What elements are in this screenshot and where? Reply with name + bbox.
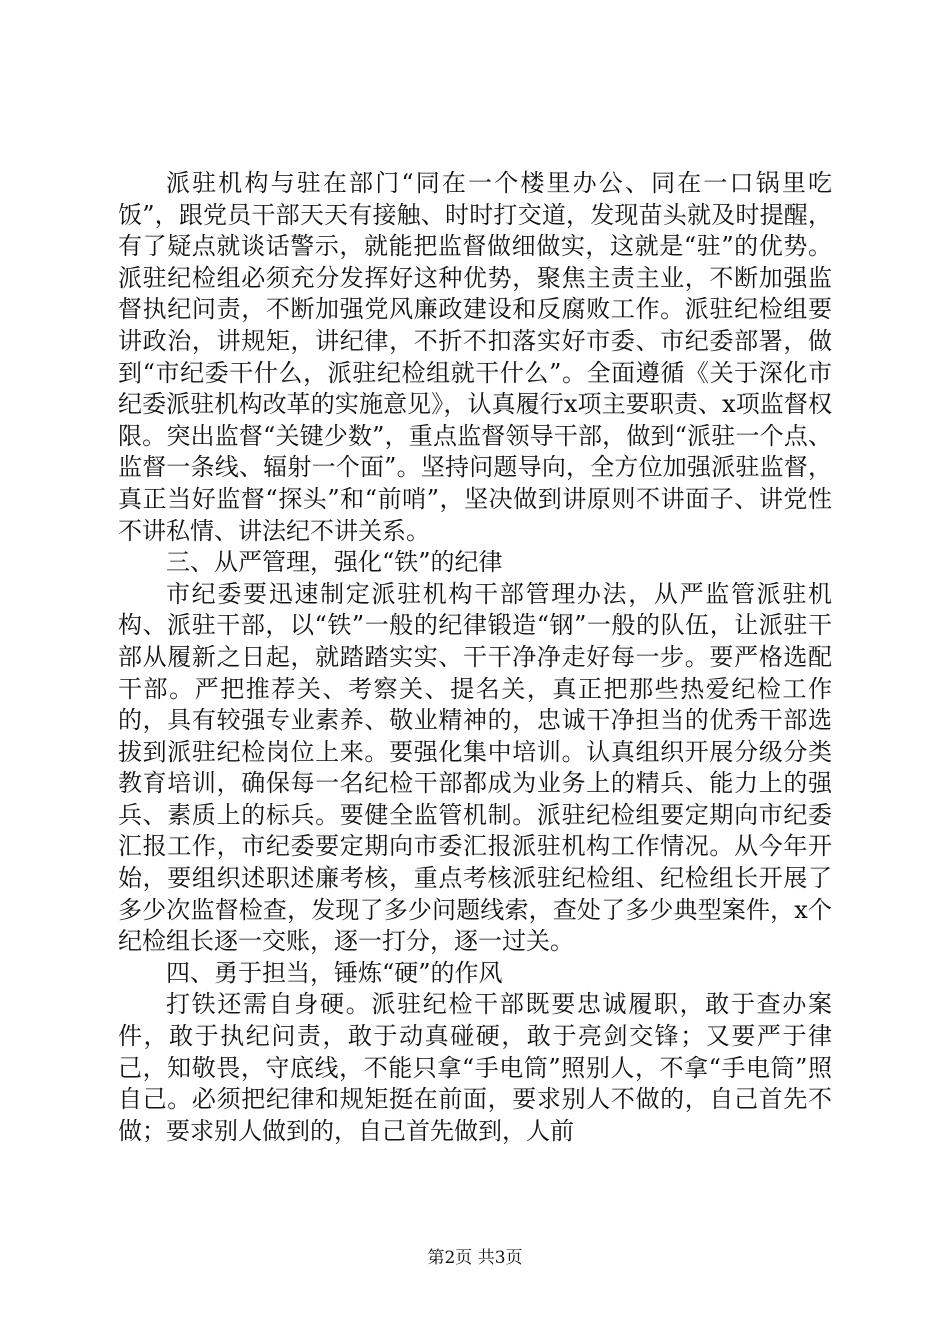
body-paragraph: 打铁还需自身硬。派驻纪检干部既要忠诚履职，敢于查办案件，敢于执纪问责，敢于动真碰硬，敢于亮剑交锋；又要严于律己，知敬畏，守底线，不能只拿“手电筒”照别人，不拿“手电筒”照自己。必须把纪律和规矩挺在前面，要求别人不做的，自己首先不做；要求别人做到的，自己首先做到，人前 [118, 990, 832, 1145]
body-paragraph: 派驻机构与驻在部门“同在一个楼里办公、同在一口锅里吃饭”，跟党员干部天天有接触、时时打交道，发现苗头就及时提醒，有了疑点就谈话警示，就能把监督做细做实，这就是“驻”的优势。派驻纪检组必须充分发挥好这种优势，聚焦主责主业，不断加强监督执纪问责，不断加强党风廉政建设和反腐败工作。派驻纪检组要讲政治，讲规矩，讲纪律，不折不扣落实好市委、市纪委部署，做到“市纪委干什么，派驻纪检组就干什么”。全面遵循《关于深化市纪委派驻机构改革的实施意见》，认真履行x项主要职责、x项监督权限。突出监督“关键少数”，重点监督领导干部，做到“派驻一个点、监督一条线、辐射一个面”。坚持问题导向，全方位加强派驻监督，真正当好监督“探头”和“前哨”，坚决做到讲原则不讲面子、讲党性不讲私情、讲法纪不讲关系。 [118, 169, 832, 545]
section-heading-3: 三、从严管理，强化“铁”的纪律 [166, 548, 503, 577]
body-paragraph: 市纪委要迅速制定派驻机构干部管理办法，从严监管派驻机构、派驻干部，以“铁”一般的纪律锻造“钢”一般的队伍，让派驻干部从履新之日起，就踏踏实实、干干净净走好每一步。要严格选配干部。严把推荐关、考察关、提名关，真正把那些热爱纪检工作的，具有较强专业素养、敬业精神的，忠诚干净担当的优秀干部选拔到派驻纪检岗位上来。要强化集中培训。认真组织开展分级分类教育培训，确保每一名纪检干部都成为业务上的精兵、能力上的强兵、素质上的标兵。要健全监管机制。派驻纪检组要定期向市纪委汇报工作，市纪委要定期向市委汇报派驻机构工作情况。从今年开始，要组织述职述廉考核，重点考核派驻纪检组、纪检组长开展了多少次监督检查，发现了多少问题线索，查处了多少典型案件，x个纪检组长逐一交账，逐一打分，逐一过关。 [118, 579, 832, 956]
document-body [118, 168, 832, 1147]
section-heading-4: 四、勇于担当，锤炼“硬”的作风 [166, 958, 503, 987]
page-number-footer: 第2页 共3页 [427, 1248, 523, 1268]
